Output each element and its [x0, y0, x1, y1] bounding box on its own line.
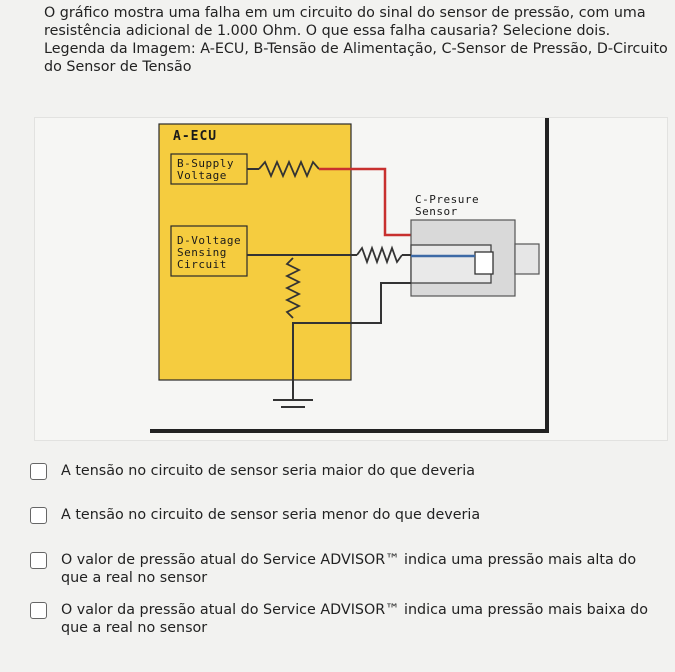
pressure-sensor-port: [515, 244, 539, 274]
sensing-label-line2: Sensing: [177, 246, 227, 259]
option-1-text: A tensão no circuito de sensor seria maior do que deveria: [61, 463, 475, 479]
option-4[interactable]: [30, 601, 650, 637]
option-1[interactable]: [30, 462, 650, 480]
option-2[interactable]: [30, 506, 650, 524]
sensor-label-line1: C-Presure: [415, 193, 480, 206]
sensing-label-line3: Circuit: [177, 258, 227, 271]
sensing-label-line1: D-Voltage: [177, 234, 242, 247]
supply-label-line2: Voltage: [177, 169, 227, 182]
question-text: O gráfico mostra uma falha em um circuito do sinal do sensor de pressão, com uma resistência adicional de 1.000 Ohm. O que essa falha causaria? Selecione dois. Legenda da Imagem: A-ECU, B-Tensão de Alimentação, C-Sensor de Pressão, D-Circuito do Sensor de Tensão: [44, 5, 668, 75]
circuit-diagram: [34, 117, 668, 441]
option-4-text: O valor da pressão atual do Service ADVISOR™ indica uma pressão mais baixa do que a real no sensor: [61, 602, 648, 636]
option-3-checkbox[interactable]: [30, 552, 47, 569]
option-4-checkbox[interactable]: [30, 602, 47, 619]
pressure-sensor-pin: [475, 252, 493, 274]
option-2-text: A tensão no circuito de sensor seria menor do que deveria: [61, 507, 481, 523]
option-3[interactable]: [30, 551, 650, 587]
circuit-diagram-svg: [35, 118, 667, 440]
option-3-text: O valor de pressão atual do Service ADVISOR™ indica uma pressão mais alta do que a real no sensor: [61, 552, 637, 586]
sensor-label-line2: Sensor: [415, 205, 458, 218]
supply-label-line1: B-Supply: [177, 157, 234, 170]
fault-resistor: [357, 248, 402, 262]
ecu-label: A-ECU: [173, 129, 218, 144]
option-1-checkbox[interactable]: [30, 463, 47, 480]
option-2-checkbox[interactable]: [30, 507, 47, 524]
